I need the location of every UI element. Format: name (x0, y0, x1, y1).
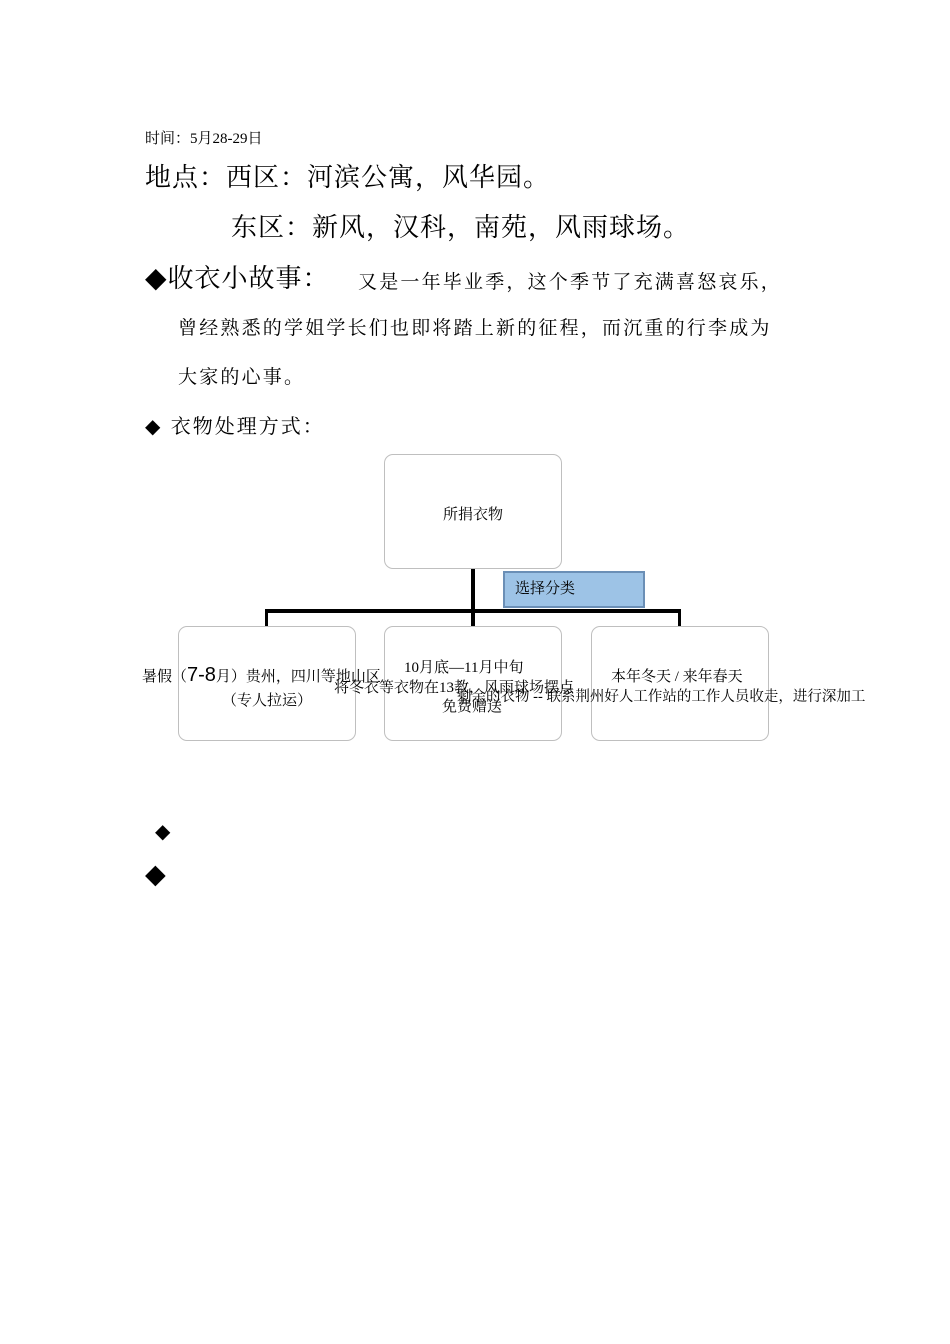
location-east: 东区：新风，汉科，南苑，风雨球场。 (231, 213, 691, 243)
connector-trunk (471, 569, 475, 626)
diamond-bullet-icon: ◆ (145, 261, 168, 294)
root-node-label: 所捐衣物 (442, 505, 503, 523)
event-time: 时间：5月28-29日 (145, 131, 263, 147)
story-heading (145, 258, 330, 295)
child1-line2: （专人拉运） (222, 693, 313, 709)
connector-left (265, 609, 268, 626)
empty-bullet-2: ◆ (145, 859, 166, 890)
story-text-line-1: 又是一年毕业季，这个季节了充满喜怒哀乐， (358, 271, 783, 293)
child2-line1: 10月底—11月中旬 (404, 660, 524, 676)
child1-text-a: 暑假（ (142, 669, 188, 685)
story-text-line-2: 曾经熟悉的学姐学长们也即将踏上新的征程，而沉重的行李成为 (178, 317, 772, 339)
child2-line3: 免费赠送 (442, 699, 503, 715)
connector-right (678, 609, 681, 626)
location-west: 地点：西区：河滨公寓，风华园。 (145, 163, 551, 193)
child1-month-range: 7-8 (187, 664, 216, 686)
child3-line1: 本年冬天 / 来年春天 (611, 669, 743, 685)
method-heading: ◆ 衣物处理方式： (145, 414, 325, 438)
child2-line2: 将冬衣等衣物在13教，风雨球场摆点 (334, 680, 575, 696)
connector-horizontal (265, 609, 681, 613)
category-node-label: 选择分类 (515, 579, 576, 597)
story-title: 收衣小故事： (167, 264, 330, 294)
child1-text-b: 月）贵州，四川等地山区 (215, 669, 381, 685)
story-text-line-3: 大家的心事。 (178, 366, 306, 388)
empty-bullet-1: ◆ (155, 819, 171, 843)
child3-line2: 剩余的衣物 -- 联系荆州好人工作站的工作人员收走，进行深加工 (457, 689, 866, 705)
